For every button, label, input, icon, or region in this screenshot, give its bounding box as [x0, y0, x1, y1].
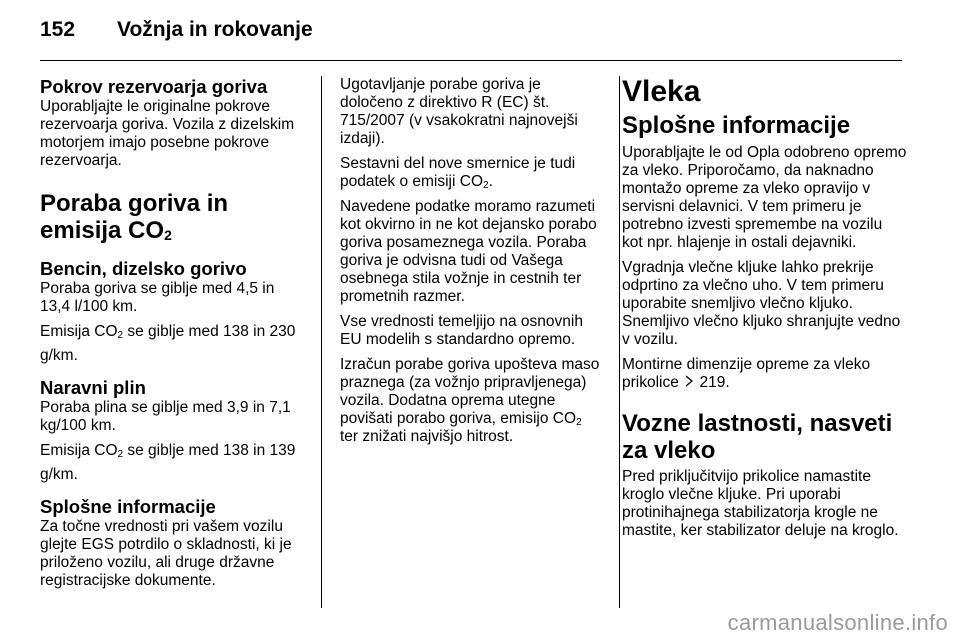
emission-data-text: Sestavni del nove smernice je tudi podatek o emisiji CO [340, 155, 576, 190]
column-divider-2 [619, 76, 620, 608]
paragraph-mounting-dimensions [622, 356, 907, 392]
emission-text: Emisija CO [40, 323, 118, 340]
heading-towing: Vleka [622, 75, 701, 108]
paragraph-petrol-emission [40, 320, 308, 368]
heading-towing-general: Splošne informacije [622, 112, 851, 139]
heading-driving-tips: Vozne lastnosti, nasveti za vleko [622, 410, 893, 464]
page-title: Vožnja in rokovanje [117, 18, 313, 41]
heading-general-info: Splošne informacije [40, 496, 216, 517]
heading-consumption-line2: emisija CO [40, 217, 165, 244]
paragraph-gas-consumption: Poraba plina se giblje med 3,9 in 7,1 kg/100 km. [40, 399, 291, 434]
page-reference-link[interactable]: 219 [699, 374, 726, 391]
heading-consumption [40, 190, 308, 244]
column-middle [340, 76, 606, 453]
mounting-text: Montirne dimenzije opreme za vleko prikolice [622, 356, 871, 391]
subscript-2: 2 [576, 417, 582, 428]
paragraph-towing-equipment: Uporabljajte le od Opla odobreno opremo za vleko. Priporočamo, da naknadno montažo opreme za vleko opravijo v servisni delavnici. V tem primeru je potrebno izvesti spremembe na vozilu kot npr. hlajenje in ostali dejavniki. [622, 144, 907, 251]
subscript-2: 2 [483, 180, 489, 191]
heading-consumption-line1: Poraba goriva in [40, 190, 229, 217]
watermark: carmanualsonline.info [727, 610, 948, 635]
arrow-right-icon [683, 374, 695, 392]
heading-tank-cover: Pokrov rezervoarja goriva [40, 76, 268, 97]
heading-natural-gas: Naravni plin [40, 377, 146, 398]
paragraph-eu-models: Vse vrednosti temeljijo na osnovnih EU modelih s standardno opremo. [340, 313, 583, 348]
paragraph-general-info: Za točne vrednosti pri vašem vozilu glejte EGS potrdilo o skladnosti, ki je priloženo vozilu, ali druge državne registracijske dokumente. [40, 518, 292, 589]
paragraph-tow-hook: Vgradnja vlečne kljuke lahko prekrije odprtino za vlečno uho. V tem primeru uporabite snemljivo vlečno kljuko. Snemljivo vlečno kljuko shranjujte vedno v vozilu. [622, 259, 901, 348]
emission-text: Emisija CO [40, 442, 118, 459]
heading-petrol-diesel: Bencin, dizelsko gorivo [40, 258, 247, 279]
mounting-text-end: . [725, 374, 730, 391]
page-header [40, 18, 902, 61]
page-number: 152 [40, 18, 76, 41]
paragraph-calculation [340, 356, 606, 446]
column-left [40, 76, 308, 597]
paragraph-directive: Ugotavljanje porabe goriva je določeno z direktivo R (EC) št. 715/2007 (v vsakokratni najnovejši izdaji). [340, 76, 578, 147]
calculation-text-rest: ter znižati najvišjo hitrost. [340, 428, 514, 445]
emission-text-rest: se giblje med 138 in 230 g/km. [40, 323, 296, 364]
column-divider-1 [321, 76, 322, 608]
subscript-2: 2 [164, 227, 172, 243]
paragraph-petrol-consumption: Poraba goriva se giblje med 4,5 in 13,4 l/100 km. [40, 280, 275, 315]
column-right [622, 76, 907, 547]
paragraph-approximate: Navedene podatke moramo razumeti kot okvirno in ne kot dejansko porabo goriva posameznega vozila. Poraba goriva je odvisna tudi od Vašega osebnega stila vožnje in cestnih ter prometnih razmer. [340, 198, 597, 305]
calculation-text: Izračun porabe goriva upošteva maso praznega (za vožnjo pripravljenega) vozila. Dodatna oprema utegne povišati porabo goriva, emisijo CO [340, 356, 600, 427]
subscript-2: 2 [117, 449, 124, 460]
emission-data-end: . [488, 173, 493, 190]
paragraph-tank-cover: Uporabljajte le originalne pokrove rezervoarja goriva. Vozila z dizelskim motorjem imajo posebne pokrove rezervoarja. [40, 98, 295, 169]
paragraph-emission-data [340, 155, 606, 191]
subscript-2: 2 [117, 330, 124, 341]
paragraph-gas-emission [40, 439, 308, 487]
emission-text-rest: se giblje med 138 in 139 g/km. [40, 442, 296, 483]
paragraph-driving-tips: Pred priključitvijo prikolice namastite kroglo vlečne kljuke. Pri uporabi protinihajnega stabilizatorja krogle ne mastite, ker stabilizator deluje na kroglo. [622, 468, 899, 539]
